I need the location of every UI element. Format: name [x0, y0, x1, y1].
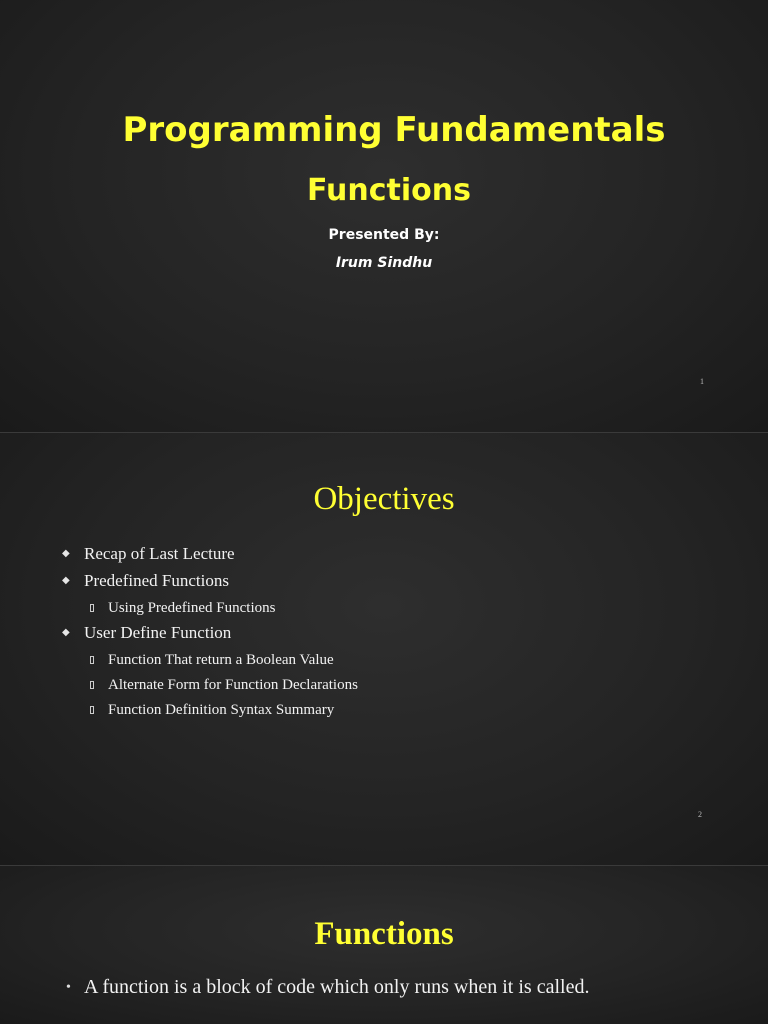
body-text-content: A function is a block of code which only runs when it is called. — [84, 976, 590, 998]
objectives-list — [62, 543, 358, 724]
objectives-slide — [0, 433, 768, 865]
sub-list-item — [62, 597, 358, 622]
presented-by-label: Presented By: — [328, 227, 440, 243]
presentation-subtitle: Functions — [307, 173, 471, 208]
diamond-bullet-icon: ◆ — [62, 627, 70, 638]
sub-list-item — [62, 649, 358, 674]
diamond-bullet-icon: ◆ — [62, 548, 70, 559]
list-item — [62, 570, 358, 597]
list-item-label: Predefined Functions — [84, 571, 229, 590]
sub-list-item-label: Function Definition Syntax Summary — [108, 702, 335, 718]
list-item-label: Recap of Last Lecture — [84, 544, 235, 563]
title-slide — [0, 0, 768, 432]
sub-list-item — [62, 674, 358, 699]
slide-title: Functions — [314, 916, 454, 952]
page-number: 1 — [700, 377, 704, 386]
presentation-title: Programming Fundamentals — [122, 110, 666, 150]
list-item-label: User Define Function — [84, 623, 232, 642]
square-bullet-icon — [90, 604, 94, 612]
sub-list-item-label: Function That return a Boolean Value — [108, 652, 334, 668]
bullet-icon: • — [66, 980, 71, 995]
sub-list-item-label: Using Predefined Functions — [108, 600, 276, 616]
body-text — [66, 976, 589, 999]
square-bullet-icon — [90, 656, 94, 664]
list-item — [62, 543, 358, 570]
square-bullet-icon — [90, 706, 94, 714]
sub-list-item — [62, 699, 358, 724]
author-name: Irum Sindhu — [335, 255, 433, 271]
diamond-bullet-icon: ◆ — [62, 575, 70, 586]
functions-slide — [0, 866, 768, 1024]
sub-list-item-label: Alternate Form for Function Declarations — [108, 677, 358, 693]
page-number: 2 — [698, 810, 702, 819]
list-item — [62, 622, 358, 649]
slide-title: Objectives — [313, 481, 455, 517]
square-bullet-icon — [90, 681, 94, 689]
